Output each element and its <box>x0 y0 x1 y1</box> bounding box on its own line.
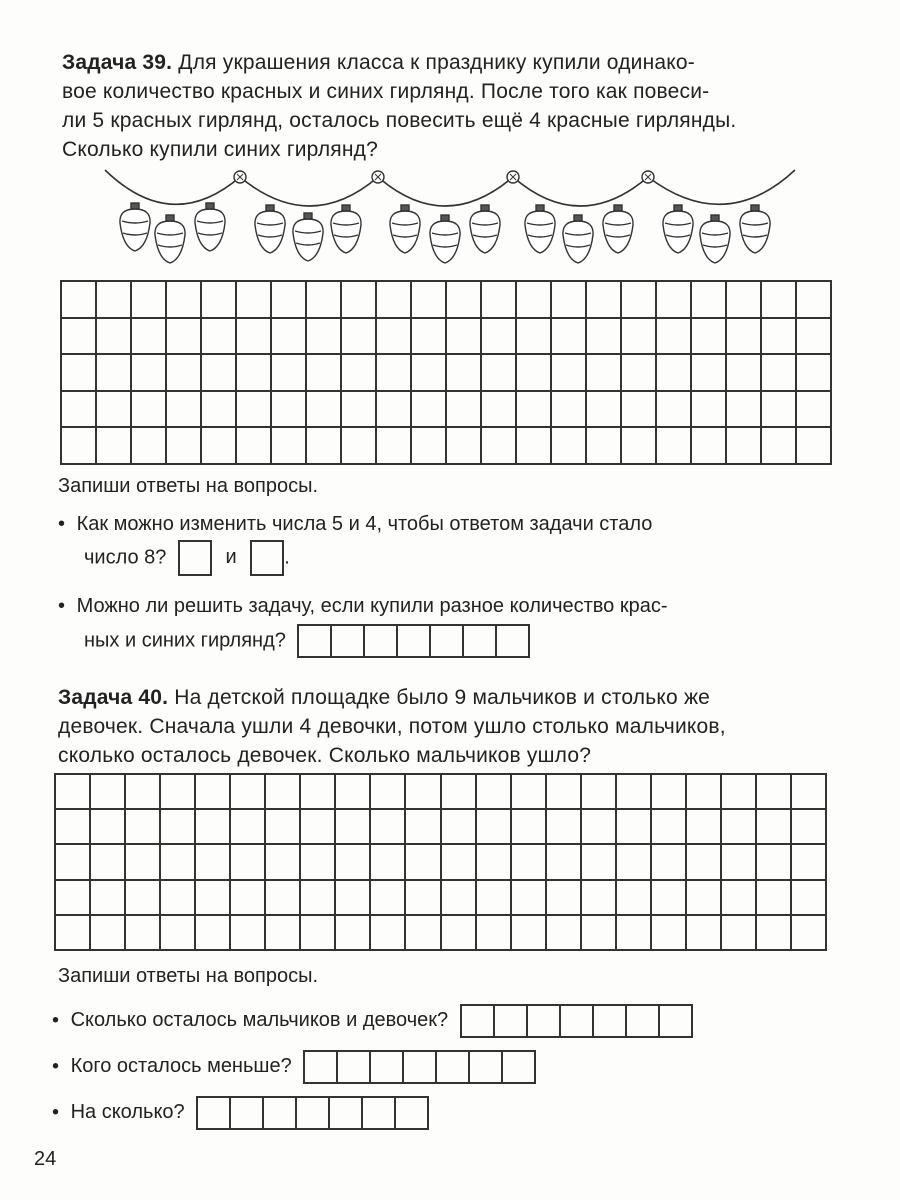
grid-cell[interactable] <box>126 916 161 951</box>
garland-string-5 <box>648 170 795 204</box>
grid-cell[interactable] <box>582 845 617 880</box>
grid-cell[interactable] <box>167 319 202 356</box>
grid-cell[interactable] <box>62 392 97 429</box>
grid-cell[interactable] <box>406 916 441 951</box>
grid-cell[interactable] <box>477 916 512 951</box>
grid-cell[interactable] <box>56 845 91 880</box>
grid-cell[interactable] <box>266 775 301 810</box>
grid-cell[interactable] <box>377 355 412 392</box>
task-40-line-1: На детской площадке было 9 мальчиков и столько же <box>174 686 711 709</box>
grid-cell[interactable] <box>62 355 97 392</box>
grid-cell[interactable] <box>442 845 477 880</box>
grid-cell[interactable] <box>447 282 482 319</box>
task-40-text <box>58 683 848 770</box>
garland-illustration <box>100 165 800 275</box>
grid-cell[interactable] <box>167 392 202 429</box>
grid-cell[interactable] <box>161 810 196 845</box>
grid-cell[interactable] <box>582 775 617 810</box>
grid-cell[interactable] <box>547 810 582 845</box>
grid-cell[interactable] <box>56 775 91 810</box>
task-40-question-1-text: Сколько осталось мальчиков и девочек? <box>70 1009 449 1032</box>
bulb-icon <box>155 215 185 263</box>
grid-cell[interactable] <box>342 319 377 356</box>
task-39-answer-grid[interactable] <box>60 280 832 465</box>
grid-cell[interactable] <box>687 845 722 880</box>
grid-cell[interactable] <box>762 282 797 319</box>
grid-cell[interactable] <box>56 916 91 951</box>
grid-cell[interactable] <box>482 392 517 429</box>
grid-cell[interactable] <box>196 845 231 880</box>
grid-cell[interactable] <box>757 775 792 810</box>
grid-cell[interactable] <box>301 845 336 880</box>
grid-cell[interactable] <box>132 355 167 392</box>
grid-cell[interactable] <box>196 881 231 916</box>
task-39-text <box>62 48 852 164</box>
grid-cell[interactable] <box>301 810 336 845</box>
grid-cell[interactable] <box>477 881 512 916</box>
grid-cell[interactable] <box>587 355 622 392</box>
task-39-question-1-line-1 <box>58 510 652 538</box>
grid-cell[interactable] <box>547 775 582 810</box>
grid-cell[interactable] <box>406 881 441 916</box>
grid-cell[interactable] <box>552 392 587 429</box>
garland-string-4 <box>513 177 648 206</box>
grid-cell[interactable] <box>757 916 792 951</box>
grid-cell[interactable] <box>132 282 167 319</box>
grid-cell[interactable] <box>797 282 832 319</box>
grid-cell[interactable] <box>652 845 687 880</box>
grid-cell[interactable] <box>617 916 652 951</box>
bulb-icon <box>120 203 150 251</box>
grid-cell[interactable] <box>161 845 196 880</box>
grid-cell[interactable] <box>371 810 406 845</box>
grid-cell[interactable] <box>617 810 652 845</box>
grid-cell[interactable] <box>126 810 161 845</box>
grid-cell[interactable] <box>792 845 827 880</box>
bulb-icon <box>255 205 285 253</box>
grid-cell[interactable] <box>231 881 266 916</box>
grid-cell[interactable] <box>301 775 336 810</box>
grid-cell[interactable] <box>587 428 622 465</box>
grid-cell[interactable] <box>342 392 377 429</box>
grid-cell[interactable] <box>797 392 832 429</box>
bulb-icon <box>470 205 500 253</box>
grid-cell[interactable] <box>722 845 757 880</box>
bulb-icon <box>700 215 730 263</box>
grid-cell[interactable] <box>132 319 167 356</box>
task-40-question-1 <box>52 1004 693 1038</box>
grid-cell[interactable] <box>371 881 406 916</box>
grid-cell[interactable] <box>652 916 687 951</box>
grid-cell[interactable] <box>652 775 687 810</box>
grid-cell[interactable] <box>512 881 547 916</box>
grid-cell[interactable] <box>237 282 272 319</box>
answer-boxes-task-39-q2[interactable] <box>297 624 530 658</box>
task-39-question-2-line-2 <box>84 624 530 658</box>
grid-cell[interactable] <box>237 428 272 465</box>
grid-cell[interactable] <box>196 810 231 845</box>
grid-cell[interactable] <box>722 810 757 845</box>
bulb-icon <box>663 205 693 253</box>
grid-cell[interactable] <box>266 916 301 951</box>
grid-cell[interactable] <box>617 775 652 810</box>
grid-cell[interactable] <box>237 319 272 356</box>
grid-cell[interactable] <box>91 881 126 916</box>
grid-cell[interactable] <box>482 282 517 319</box>
grid-cell[interactable] <box>657 428 692 465</box>
task-39-question-2-line-1 <box>58 592 668 620</box>
bulb-icon <box>525 205 555 253</box>
grid-cell[interactable] <box>167 355 202 392</box>
task-39-question-2-text: Можно ли решить задачу, если купили разное количество крас- <box>76 595 668 617</box>
grid-cell[interactable] <box>301 916 336 951</box>
grid-cell[interactable] <box>126 775 161 810</box>
grid-cell[interactable] <box>202 282 237 319</box>
task-39-question-2-text-2: ных и синих гирлянд? <box>84 629 286 652</box>
grid-cell[interactable] <box>517 282 552 319</box>
grid-cell[interactable] <box>687 881 722 916</box>
grid-cell[interactable] <box>97 282 132 319</box>
task-39-label: Задача 39. <box>62 51 173 74</box>
grid-cell[interactable] <box>307 282 342 319</box>
bulb-icon <box>740 205 770 253</box>
grid-cell[interactable] <box>377 428 412 465</box>
grid-cell[interactable] <box>512 775 547 810</box>
grid-cell[interactable] <box>91 845 126 880</box>
bulb-icon <box>293 213 323 261</box>
grid-cell[interactable] <box>56 881 91 916</box>
grid-cell[interactable] <box>757 810 792 845</box>
grid-cell[interactable] <box>687 916 722 951</box>
grid-cell[interactable] <box>237 355 272 392</box>
grid-cell[interactable] <box>336 775 371 810</box>
grid-cell[interactable] <box>552 355 587 392</box>
grid-cell[interactable] <box>97 392 132 429</box>
grid-cell[interactable] <box>442 916 477 951</box>
grid-cell[interactable] <box>307 428 342 465</box>
grid-cell[interactable] <box>272 428 307 465</box>
grid-cell[interactable] <box>377 282 412 319</box>
grid-cell[interactable] <box>371 775 406 810</box>
grid-cell[interactable] <box>301 881 336 916</box>
grid-cell[interactable] <box>797 319 832 356</box>
grid-cell[interactable] <box>91 810 126 845</box>
grid-cell[interactable] <box>412 392 447 429</box>
grid-cell[interactable] <box>126 845 161 880</box>
bulb-icon <box>430 215 460 263</box>
grid-cell[interactable] <box>792 881 827 916</box>
bulb-icon <box>195 203 225 251</box>
grid-cell[interactable] <box>442 810 477 845</box>
grid-cell[interactable] <box>512 845 547 880</box>
grid-cell[interactable] <box>552 282 587 319</box>
grid-cell[interactable] <box>792 916 827 951</box>
grid-cell[interactable] <box>687 775 722 810</box>
grid-cell[interactable] <box>692 319 727 356</box>
grid-cell[interactable] <box>582 810 617 845</box>
grid-cell[interactable] <box>692 355 727 392</box>
grid-cell[interactable] <box>266 881 301 916</box>
grid-cell[interactable] <box>622 428 657 465</box>
grid-cell[interactable] <box>237 392 272 429</box>
grid-cell[interactable] <box>792 810 827 845</box>
grid-cell[interactable] <box>336 916 371 951</box>
grid-cell[interactable] <box>622 282 657 319</box>
task-40-question-3 <box>52 1096 429 1130</box>
grid-cell[interactable] <box>272 392 307 429</box>
grid-cell[interactable] <box>202 392 237 429</box>
task-39-question-1-text: Как можно изменить числа 5 и 4, чтобы ответом задачи стало <box>76 513 653 535</box>
grid-cell[interactable] <box>657 282 692 319</box>
task-40-line-3: сколько осталось девочек. Сколько мальчиков ушло? <box>58 744 592 767</box>
grid-cell[interactable] <box>657 392 692 429</box>
grid-cell[interactable] <box>652 881 687 916</box>
grid-cell[interactable] <box>552 319 587 356</box>
grid-cell[interactable] <box>97 319 132 356</box>
bullet: • <box>52 1101 60 1124</box>
bulb-icon <box>563 215 593 263</box>
grid-cell[interactable] <box>657 355 692 392</box>
grid-cell[interactable] <box>587 392 622 429</box>
grid-cell[interactable] <box>377 392 412 429</box>
grid-cell[interactable] <box>477 845 512 880</box>
grid-cell[interactable] <box>231 775 266 810</box>
task-40-answer-grid[interactable] <box>54 773 827 951</box>
grid-cell[interactable] <box>482 319 517 356</box>
grid-cell[interactable] <box>722 881 757 916</box>
task-39-instruction: Запиши ответы на вопросы. <box>58 475 319 497</box>
grid-cell[interactable] <box>336 881 371 916</box>
bullet: • <box>58 513 66 535</box>
grid-cell[interactable] <box>582 881 617 916</box>
grid-cell[interactable] <box>617 881 652 916</box>
grid-cell[interactable] <box>617 845 652 880</box>
grid-cell[interactable] <box>762 392 797 429</box>
grid-cell[interactable] <box>517 319 552 356</box>
grid-cell[interactable] <box>587 319 622 356</box>
grid-cell[interactable] <box>371 916 406 951</box>
bullet: • <box>52 1009 60 1032</box>
grid-cell[interactable] <box>167 428 202 465</box>
grid-cell[interactable] <box>477 775 512 810</box>
grid-cell[interactable] <box>132 392 167 429</box>
grid-cell[interactable] <box>722 775 757 810</box>
grid-cell[interactable] <box>792 775 827 810</box>
grid-cell[interactable] <box>202 319 237 356</box>
grid-cell[interactable] <box>762 428 797 465</box>
task-40-instruction: Запиши ответы на вопросы. <box>58 965 319 987</box>
grid-cell[interactable] <box>307 319 342 356</box>
grid-cell[interactable] <box>657 319 692 356</box>
grid-cell[interactable] <box>132 428 167 465</box>
grid-cell[interactable] <box>342 282 377 319</box>
grid-cell[interactable] <box>231 810 266 845</box>
grid-cell[interactable] <box>272 282 307 319</box>
grid-cell[interactable] <box>517 392 552 429</box>
grid-cell[interactable] <box>202 355 237 392</box>
bulb-icon <box>390 205 420 253</box>
grid-cell[interactable] <box>477 810 512 845</box>
grid-cell[interactable] <box>406 845 441 880</box>
task-39-line-2: вое количество красных и синих гирлянд. После того как повеси- <box>62 80 710 103</box>
grid-cell[interactable] <box>797 428 832 465</box>
and-label: и <box>225 546 237 569</box>
grid-cell[interactable] <box>512 810 547 845</box>
task-39-question-1-line-2 <box>84 540 290 576</box>
grid-cell[interactable] <box>447 355 482 392</box>
task-40-question-2 <box>52 1050 536 1084</box>
bullet: • <box>58 595 66 617</box>
grid-cell[interactable] <box>371 845 406 880</box>
grid-cell[interactable] <box>727 428 762 465</box>
grid-cell[interactable] <box>336 845 371 880</box>
grid-cell[interactable] <box>447 428 482 465</box>
grid-cell[interactable] <box>272 319 307 356</box>
grid-cell[interactable] <box>692 428 727 465</box>
garland-string-1 <box>105 170 240 204</box>
grid-cell[interactable] <box>547 916 582 951</box>
grid-cell[interactable] <box>442 775 477 810</box>
grid-cell[interactable] <box>762 355 797 392</box>
grid-cell[interactable] <box>517 355 552 392</box>
grid-cell[interactable] <box>406 775 441 810</box>
grid-cell[interactable] <box>202 428 237 465</box>
page-number: 24 <box>34 1148 57 1170</box>
task-39-question-1-text-2: число 8? <box>84 546 167 569</box>
grid-cell[interactable] <box>377 319 412 356</box>
grid-cell[interactable] <box>447 392 482 429</box>
grid-cell[interactable] <box>307 355 342 392</box>
answer-box-number-2[interactable] <box>250 540 284 576</box>
grid-cell[interactable] <box>482 428 517 465</box>
grid-cell[interactable] <box>587 282 622 319</box>
grid-cell[interactable] <box>622 392 657 429</box>
grid-cell[interactable] <box>687 810 722 845</box>
task-39-line-1: Для украшения класса к празднику купили одинако- <box>178 51 695 74</box>
bullet: • <box>52 1055 60 1078</box>
grid-cell[interactable] <box>342 355 377 392</box>
grid-cell[interactable] <box>412 428 447 465</box>
grid-cell[interactable] <box>266 810 301 845</box>
grid-cell[interactable] <box>652 810 687 845</box>
bulb-icon <box>603 205 633 253</box>
grid-cell[interactable] <box>167 282 202 319</box>
grid-cell[interactable] <box>91 916 126 951</box>
grid-cell[interactable] <box>622 355 657 392</box>
grid-cell[interactable] <box>762 319 797 356</box>
grid-cell[interactable] <box>196 775 231 810</box>
garland-string-2 <box>240 177 378 206</box>
grid-cell[interactable] <box>517 428 552 465</box>
bulb-icon <box>331 205 361 253</box>
grid-cell[interactable] <box>272 355 307 392</box>
grid-cell[interactable] <box>622 319 657 356</box>
garland-string-3 <box>378 177 513 206</box>
grid-cell[interactable] <box>692 392 727 429</box>
grid-cell[interactable] <box>412 319 447 356</box>
grid-cell[interactable] <box>412 282 447 319</box>
grid-cell[interactable] <box>727 282 762 319</box>
answer-boxes-task-40-q3[interactable] <box>196 1096 429 1130</box>
grid-cell[interactable] <box>336 810 371 845</box>
answer-boxes-task-40-q1[interactable] <box>460 1004 693 1038</box>
grid-cell[interactable] <box>231 916 266 951</box>
grid-cell[interactable] <box>482 355 517 392</box>
grid-cell[interactable] <box>62 428 97 465</box>
task-39-line-3: ли 5 красных гирлянд, осталось повесить ещё 4 красные гирлянды. <box>62 109 737 132</box>
grid-cell[interactable] <box>692 282 727 319</box>
grid-cell[interactable] <box>797 355 832 392</box>
grid-cell[interactable] <box>442 881 477 916</box>
grid-cell[interactable] <box>727 355 762 392</box>
grid-cell[interactable] <box>547 881 582 916</box>
task-40-label: Задача 40. <box>58 686 169 709</box>
task-39-line-4: Сколько купили синих гирлянд? <box>62 138 378 161</box>
grid-cell[interactable] <box>547 845 582 880</box>
period-label: . <box>284 546 290 569</box>
grid-cell[interactable] <box>62 282 97 319</box>
grid-cell[interactable] <box>196 916 231 951</box>
task-40-question-3-text: На сколько? <box>70 1101 185 1124</box>
grid-cell[interactable] <box>91 775 126 810</box>
answer-boxes-task-40-q2[interactable] <box>303 1050 536 1084</box>
grid-cell[interactable] <box>722 916 757 951</box>
grid-cell[interactable] <box>161 916 196 951</box>
grid-cell[interactable] <box>97 428 132 465</box>
task-40-line-2: девочек. Сначала ушли 4 девочки, потом ушло столько мальчиков, <box>58 715 726 738</box>
grid-cell[interactable] <box>342 428 377 465</box>
grid-cell[interactable] <box>97 355 132 392</box>
grid-cell[interactable] <box>406 810 441 845</box>
grid-cell[interactable] <box>56 810 91 845</box>
grid-cell[interactable] <box>727 392 762 429</box>
grid-cell[interactable] <box>757 881 792 916</box>
grid-cell[interactable] <box>231 845 266 880</box>
answer-box-number-1[interactable] <box>178 540 212 576</box>
grid-cell[interactable] <box>161 881 196 916</box>
task-40-question-2-text: Кого осталось меньше? <box>70 1055 292 1078</box>
grid-cell[interactable] <box>727 319 762 356</box>
grid-cell[interactable] <box>161 775 196 810</box>
grid-cell[interactable] <box>412 355 447 392</box>
grid-cell[interactable] <box>552 428 587 465</box>
grid-cell[interactable] <box>266 845 301 880</box>
grid-cell[interactable] <box>757 845 792 880</box>
grid-cell[interactable] <box>307 392 342 429</box>
grid-cell[interactable] <box>582 916 617 951</box>
grid-cell[interactable] <box>512 916 547 951</box>
grid-cell[interactable] <box>126 881 161 916</box>
grid-cell[interactable] <box>62 319 97 356</box>
grid-cell[interactable] <box>447 319 482 356</box>
